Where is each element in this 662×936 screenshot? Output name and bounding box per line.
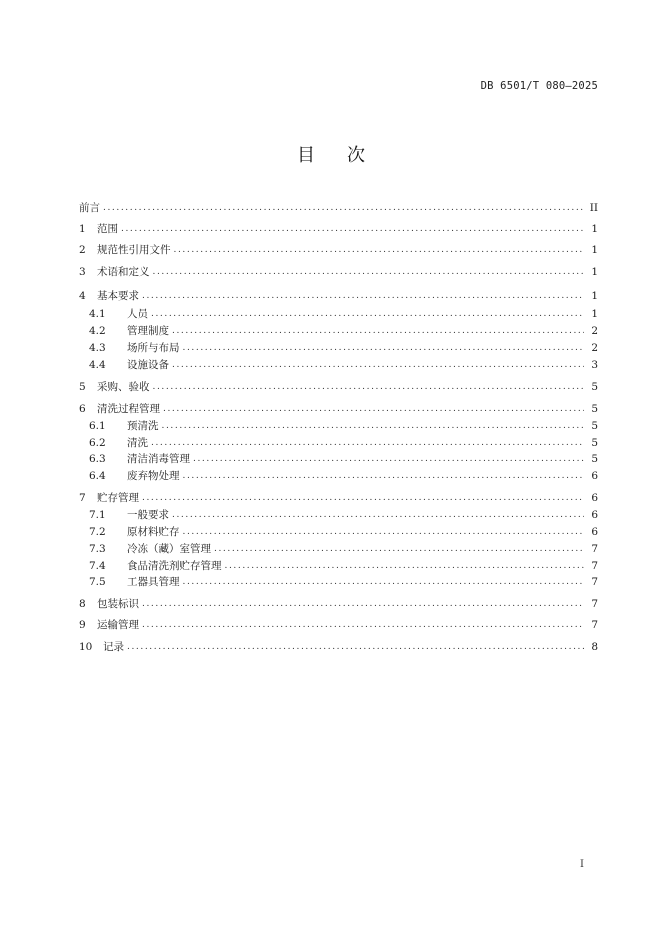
toc-entry[interactable] (79, 617, 598, 633)
toc-entry-label: 包装标识 (97, 598, 139, 610)
toc-subentry[interactable] (79, 323, 598, 339)
toc-entry-page: 7 (591, 598, 598, 610)
toc-entry-number: 2 (79, 244, 86, 256)
toc-subentry[interactable] (79, 451, 598, 467)
toc-leader-dots (183, 340, 585, 356)
toc-entry-label: 范围 (97, 223, 118, 235)
toc-entry-label: 前言 (79, 202, 100, 214)
toc-entry-number: 4.2 (89, 325, 106, 337)
toc-entry-number: 4.4 (89, 359, 106, 371)
toc-entry[interactable] (79, 490, 598, 506)
toc-entry-label: 术语和定义 (97, 266, 150, 278)
toc-subentry[interactable] (79, 558, 598, 574)
toc-entry-label: 采购、验收 (97, 381, 150, 393)
toc-entry-page: 6 (591, 492, 598, 504)
toc-leader-dots (142, 596, 584, 612)
toc-leader-dots (183, 524, 585, 540)
toc-leader-dots (151, 435, 584, 451)
toc-entry-label: 贮存管理 (97, 492, 139, 504)
page-number: I (580, 859, 584, 870)
toc-entry-page: 2 (591, 342, 598, 354)
toc-entry-label: 预清洗 (127, 420, 159, 432)
toc-leader-dots (174, 242, 585, 258)
toc-entry-number: 3 (79, 266, 86, 278)
toc-entry-page: 2 (591, 325, 598, 337)
toc-entry[interactable] (79, 242, 598, 258)
toc-entry-label: 冷冻（藏）室管理 (127, 543, 211, 555)
toc-subentry[interactable] (79, 468, 598, 484)
toc-entry-label: 设施设备 (127, 359, 169, 371)
toc-leader-dots (183, 468, 585, 484)
toc-title-right: 次 (347, 145, 365, 166)
toc-entry-label: 原材料贮存 (127, 526, 180, 538)
toc-leader-dots (183, 574, 585, 590)
toc-entry-number: 6.1 (89, 420, 106, 432)
toc-entry-number: 4.3 (89, 342, 106, 354)
toc-subentry[interactable] (79, 574, 598, 590)
toc-entry-page: 8 (591, 641, 598, 653)
toc-entry-label: 记录 (103, 641, 124, 653)
toc-leader-dots (153, 379, 585, 395)
toc-entry-page: 5 (591, 420, 598, 432)
toc-entry[interactable] (79, 401, 598, 417)
toc-entry[interactable] (79, 288, 598, 304)
toc-entry-label: 废弃物处理 (127, 470, 180, 482)
toc-entry-page: 7 (591, 560, 598, 572)
toc-entry-page: 1 (591, 266, 598, 278)
toc-leader-dots (142, 288, 584, 304)
toc-entry-number: 6 (79, 403, 86, 415)
toc-entry-number: 7.3 (89, 543, 106, 555)
toc-subentry[interactable] (79, 524, 598, 540)
toc-entry[interactable] (79, 379, 598, 395)
toc-entry-page: 5 (591, 453, 598, 465)
toc-entry-number: 7.1 (89, 509, 106, 521)
toc-entry-page: II (589, 202, 598, 214)
toc-entry-page: 1 (591, 290, 598, 302)
toc-entry-page: 1 (591, 244, 598, 256)
toc-entry[interactable] (79, 200, 598, 216)
toc-entry-label: 规范性引用文件 (97, 244, 171, 256)
toc-entry-number: 7.2 (89, 526, 106, 538)
toc-entry-number: 4 (79, 290, 86, 302)
toc-entry-number: 4.1 (89, 308, 106, 320)
toc-entry-label: 清洗过程管理 (97, 403, 160, 415)
toc-entry-page: 7 (591, 619, 598, 631)
toc-subentry[interactable] (79, 357, 598, 373)
toc-leader-dots (225, 558, 585, 574)
toc-entry-number: 1 (79, 223, 86, 235)
toc-entry-page: 3 (591, 359, 598, 371)
toc-subentry[interactable] (79, 507, 598, 523)
toc-entry-number: 5 (79, 381, 86, 393)
toc-entry-number: 6.2 (89, 437, 106, 449)
toc-entry-page: 6 (591, 509, 598, 521)
toc-leader-dots (151, 306, 584, 322)
toc-subentry[interactable] (79, 418, 598, 434)
toc-leader-dots (172, 323, 584, 339)
toc-entry-number: 10 (79, 641, 93, 653)
toc-entry-number: 7.4 (89, 560, 106, 572)
toc-entry-page: 6 (591, 470, 598, 482)
toc-entry-number: 6.4 (89, 470, 106, 482)
toc-subentry[interactable] (79, 541, 598, 557)
toc-entry[interactable] (79, 264, 598, 280)
toc-entry-label: 工器具管理 (127, 576, 180, 588)
toc-subentry[interactable] (79, 306, 598, 322)
toc-entry-label: 人员 (127, 308, 148, 320)
toc-entry-number: 7.5 (89, 576, 106, 588)
toc-entry-page: 5 (591, 437, 598, 449)
toc-leader-dots (162, 418, 585, 434)
toc-title-left: 目 (297, 145, 315, 166)
toc-leader-dots (103, 200, 584, 216)
toc-entry-label: 清洁消毒管理 (127, 453, 190, 465)
toc-subentry[interactable] (79, 340, 598, 356)
toc-entry[interactable] (79, 221, 598, 237)
toc-entry-page: 6 (591, 526, 598, 538)
toc-leader-dots (214, 541, 584, 557)
toc-entry-page: 1 (591, 308, 598, 320)
toc-leader-dots (121, 221, 584, 237)
toc-entry-label: 管理制度 (127, 325, 169, 337)
toc-leader-dots (142, 490, 584, 506)
toc-entry-number: 6.3 (89, 453, 106, 465)
toc-leader-dots (153, 264, 585, 280)
toc-entry-page: 7 (591, 543, 598, 555)
toc-entry-page: 7 (591, 576, 598, 588)
toc-entry-label: 场所与布局 (127, 342, 180, 354)
toc-entry-label: 一般要求 (127, 509, 169, 521)
toc-entry-label: 食品清洗剂贮存管理 (127, 560, 222, 572)
toc-entry-label: 运输管理 (97, 619, 139, 631)
toc-entry-number: 9 (79, 619, 86, 631)
toc-leader-dots (172, 357, 584, 373)
toc-entry[interactable] (79, 639, 598, 655)
toc-entry-page: 1 (591, 223, 598, 235)
toc-entry-page: 5 (591, 403, 598, 415)
toc-leader-dots (163, 401, 584, 417)
document-code: DB 6501/T 080—2025 (480, 80, 598, 92)
toc-entry-label: 基本要求 (97, 290, 139, 302)
toc-entry-label: 清洗 (127, 437, 148, 449)
toc-leader-dots (193, 451, 584, 467)
toc-leader-dots (172, 507, 584, 523)
toc-entry-page: 5 (591, 381, 598, 393)
toc-subentry[interactable] (79, 435, 598, 451)
toc-entry[interactable] (79, 596, 598, 612)
toc-leader-dots (142, 617, 584, 633)
toc-entry-number: 8 (79, 598, 86, 610)
toc-entry-number: 7 (79, 492, 86, 504)
toc-title (0, 141, 662, 167)
toc-leader-dots (127, 639, 584, 655)
